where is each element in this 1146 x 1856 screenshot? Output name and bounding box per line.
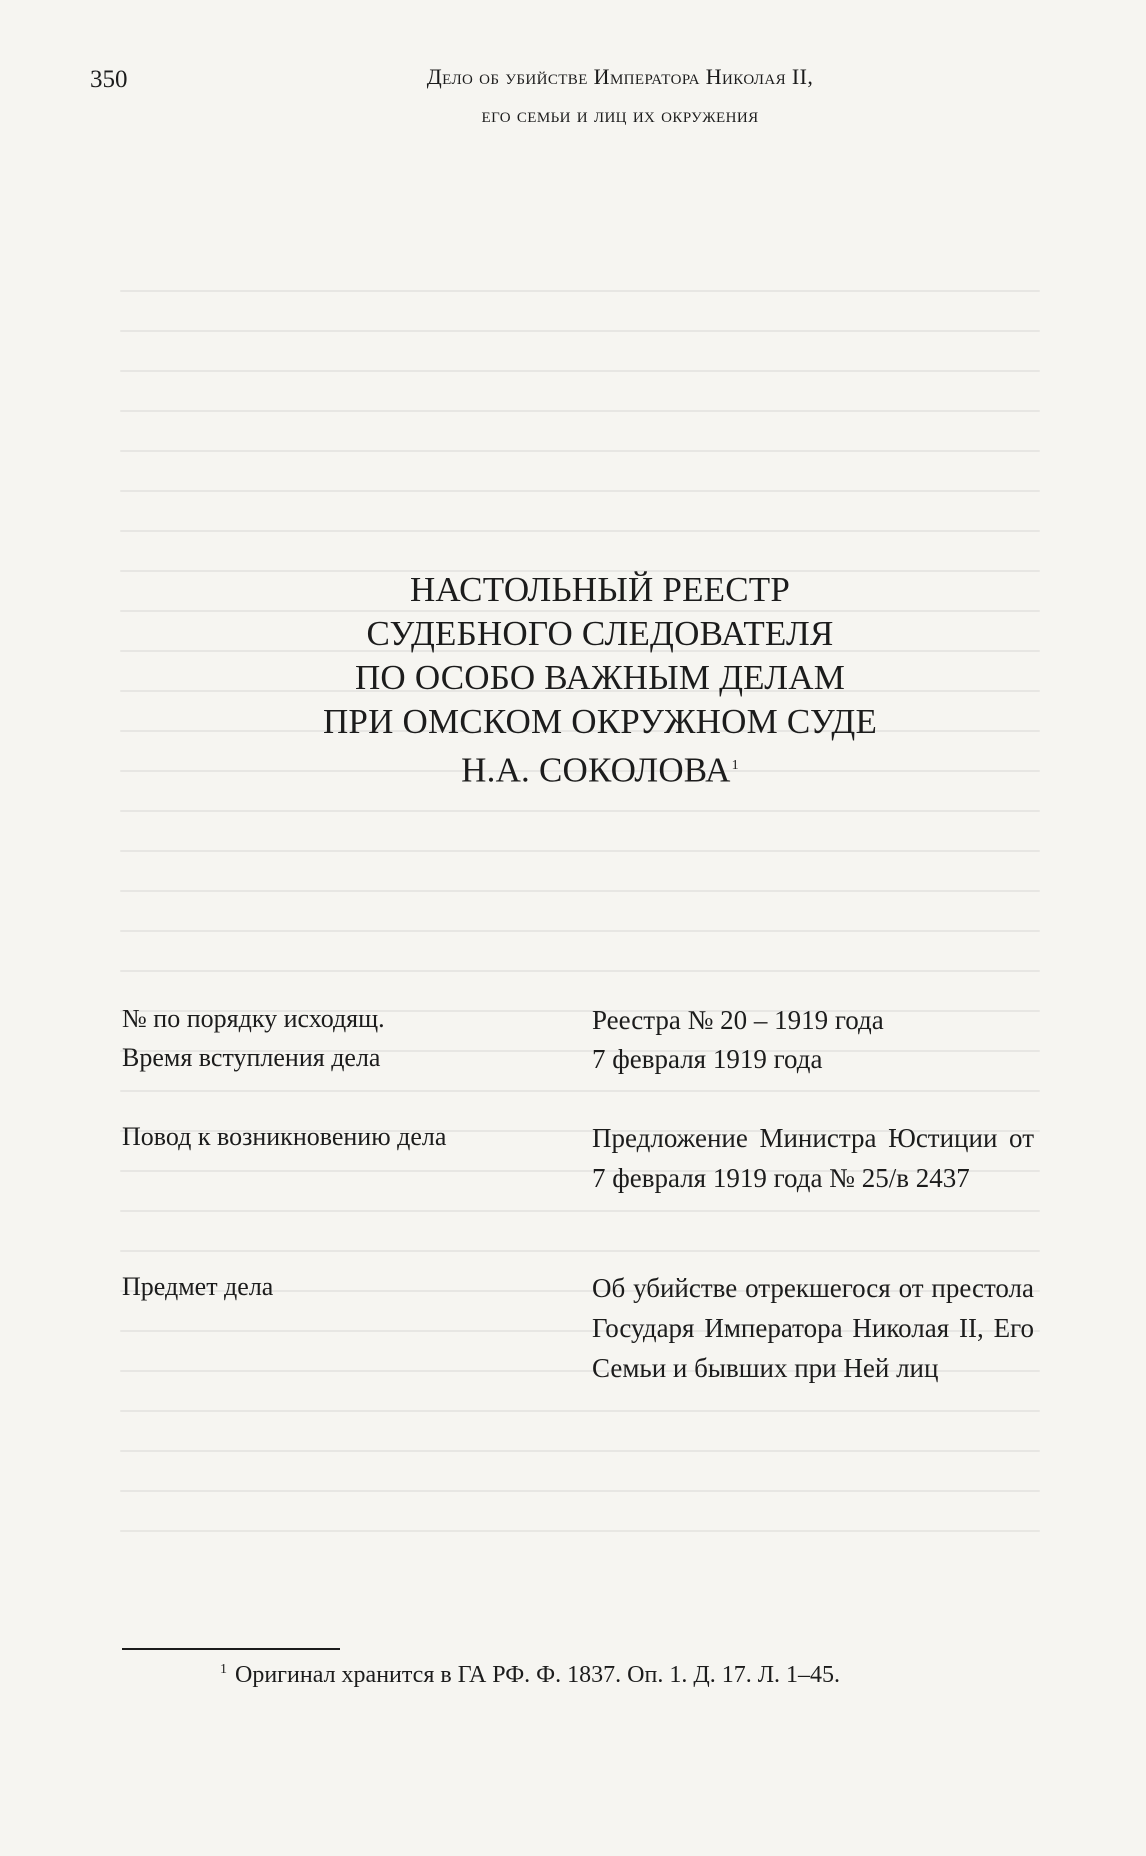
field-value-case-reason: Предложение Министра Юстиции от 7 февраля 1919 года № 25/в 2437 — [592, 1123, 1034, 1193]
title-line — [300, 744, 900, 793]
footnote — [220, 1662, 840, 1689]
field-value-entry-date: 7 февраля 1919 года — [592, 1044, 823, 1074]
field-label-case-subject: Предмет дела — [122, 1272, 274, 1301]
running-head — [240, 58, 1000, 134]
footnote-rule — [122, 1648, 340, 1650]
footnote-text: Оригинал хранится в ГА РФ. Ф. 1837. Оп. 1. Д. 17. Л. 1–45. — [235, 1662, 840, 1688]
footnote-reference: 1 — [731, 758, 739, 773]
field-label-case-reason: Повод к возникновению дела — [122, 1122, 447, 1151]
title-author: Н.А. СОКОЛОВА — [461, 750, 731, 790]
title-line: СУДЕБНОГО СЛЕДОВАТЕЛЯ — [366, 614, 834, 653]
page-number: 350 — [90, 66, 128, 93]
footnote-marker: 1 — [220, 1662, 227, 1677]
field-label-outgoing-number: № по порядку исходящ. — [122, 1004, 385, 1033]
running-head-line-1: Дело об убийстве Императора Николая II, — [426, 64, 814, 89]
field-value-case-subject: Об убийстве отрекшегося от престола Государя Императора Николая II, Его Семьи и бывших при Ней лиц — [592, 1273, 1034, 1383]
title-line: НАСТОЛЬНЫЙ РЕЕСТР — [409, 570, 791, 609]
title-line: ПРИ ОМСКОМ ОКРУЖНОМ СУДЕ — [322, 702, 878, 741]
field-label-entry-date: Время вступления дела — [122, 1043, 381, 1072]
document-title — [300, 568, 900, 793]
field-value-outgoing-number: Реестра № 20 – 1919 года — [592, 1005, 884, 1035]
title-line: ПО ОСОБО ВАЖНЫМ ДЕЛАМ — [354, 658, 846, 697]
bleed-through-texture — [120, 290, 1040, 1650]
running-head-line-2: его семьи и лиц их окружения — [481, 102, 759, 127]
